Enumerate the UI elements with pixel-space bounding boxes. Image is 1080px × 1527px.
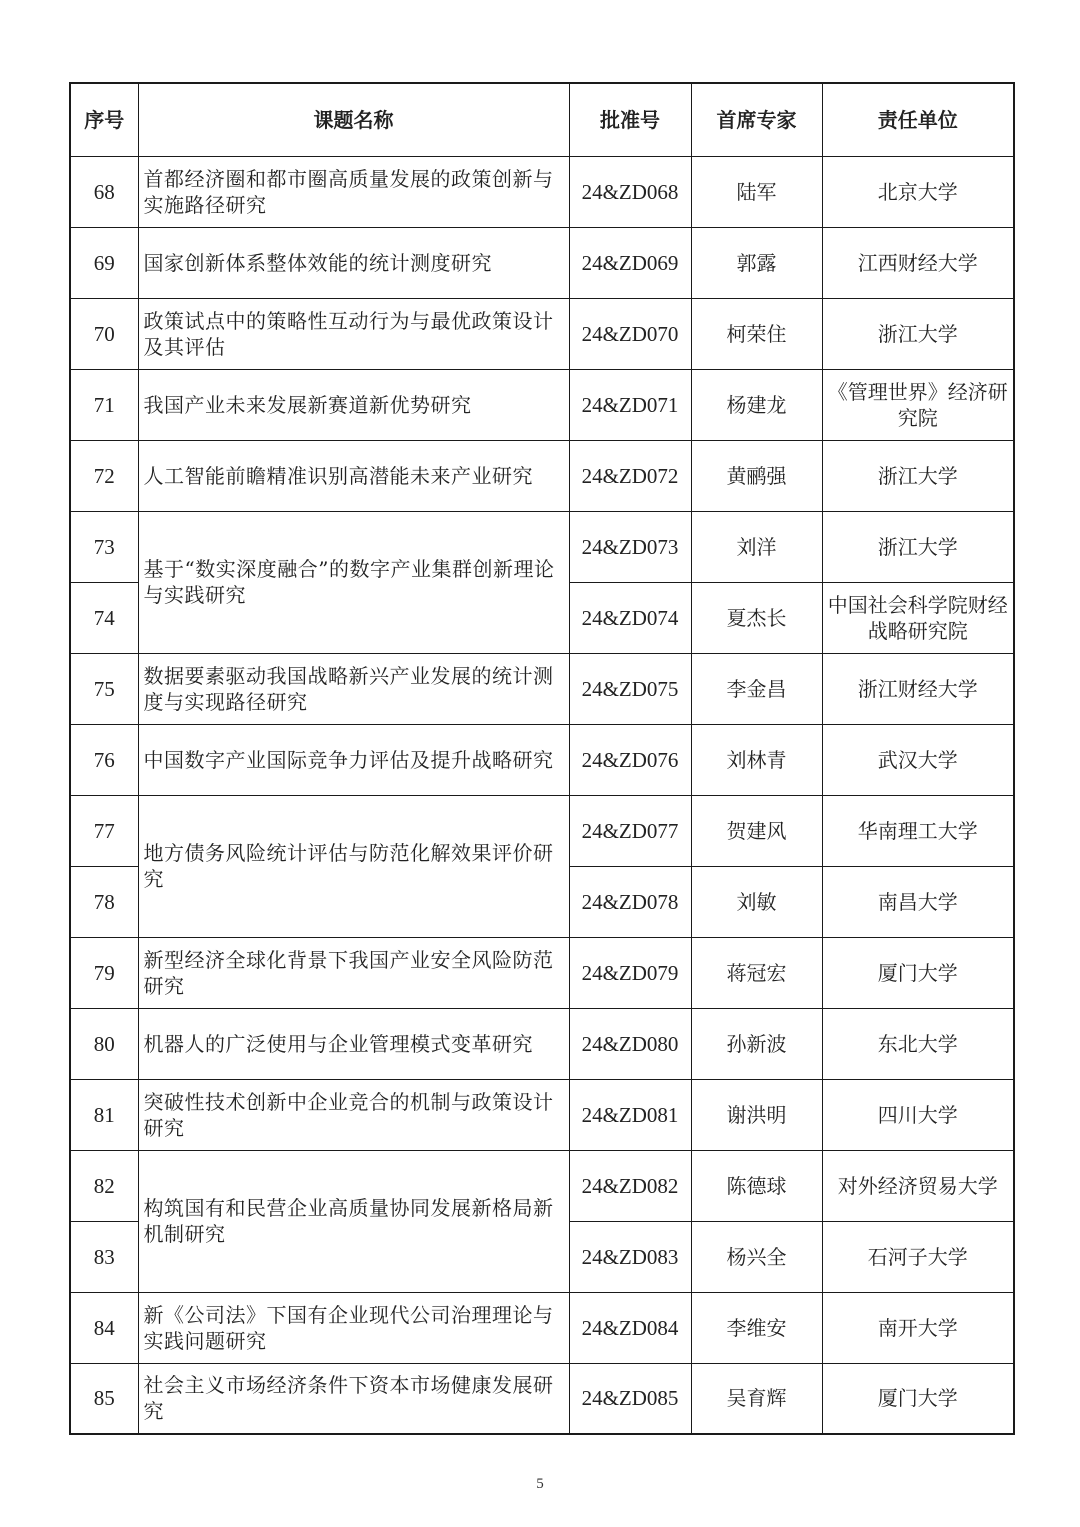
row-unit: 《管理世界》经济研究院 [822, 369, 1014, 440]
row-unit: 华南理工大学 [822, 795, 1014, 866]
row-code: 24&ZD077 [569, 795, 691, 866]
row-code: 24&ZD073 [569, 511, 691, 582]
row-code: 24&ZD079 [569, 937, 691, 1008]
row-title: 社会主义市场经济条件下资本市场健康发展研究 [138, 1363, 569, 1434]
row-expert: 夏杰长 [691, 582, 822, 653]
row-unit: 对外经济贸易大学 [822, 1150, 1014, 1221]
row-seq: 71 [70, 369, 138, 440]
row-unit: 浙江财经大学 [822, 653, 1014, 724]
projects-table [69, 82, 1015, 1435]
row-code: 24&ZD078 [569, 866, 691, 937]
row-seq: 74 [70, 582, 138, 653]
table-row [70, 653, 1014, 724]
row-code: 24&ZD075 [569, 653, 691, 724]
row-code: 24&ZD083 [569, 1221, 691, 1292]
row-seq: 79 [70, 937, 138, 1008]
row-code: 24&ZD084 [569, 1292, 691, 1363]
row-expert: 黄鹂强 [691, 440, 822, 511]
row-title: 地方债务风险统计评估与防范化解效果评价研究 [138, 795, 569, 937]
row-code: 24&ZD080 [569, 1008, 691, 1079]
row-expert: 李维安 [691, 1292, 822, 1363]
table-row [70, 1150, 1014, 1221]
header-expert: 首席专家 [691, 83, 822, 156]
row-unit: 东北大学 [822, 1008, 1014, 1079]
row-expert: 刘林青 [691, 724, 822, 795]
row-expert: 刘洋 [691, 511, 822, 582]
row-unit: 石河子大学 [822, 1221, 1014, 1292]
row-seq: 84 [70, 1292, 138, 1363]
row-code: 24&ZD085 [569, 1363, 691, 1434]
row-title: 政策试点中的策略性互动行为与最优政策设计及其评估 [138, 298, 569, 369]
row-seq: 69 [70, 227, 138, 298]
row-seq: 70 [70, 298, 138, 369]
row-title: 国家创新体系整体效能的统计测度研究 [138, 227, 569, 298]
row-seq: 77 [70, 795, 138, 866]
row-title: 新《公司法》下国有企业现代公司治理理论与实践问题研究 [138, 1292, 569, 1363]
row-unit: 北京大学 [822, 156, 1014, 227]
row-expert: 谢洪明 [691, 1079, 822, 1150]
header-unit: 责任单位 [822, 83, 1014, 156]
row-seq: 83 [70, 1221, 138, 1292]
table-row [70, 724, 1014, 795]
row-seq: 75 [70, 653, 138, 724]
header-title: 课题名称 [138, 83, 569, 156]
row-unit: 江西财经大学 [822, 227, 1014, 298]
row-title: 中国数字产业国际竞争力评估及提升战略研究 [138, 724, 569, 795]
row-title: 新型经济全球化背景下我国产业安全风险防范研究 [138, 937, 569, 1008]
row-expert: 孙新波 [691, 1008, 822, 1079]
table-row [70, 156, 1014, 227]
row-unit: 浙江大学 [822, 511, 1014, 582]
row-expert: 陈德球 [691, 1150, 822, 1221]
table-row [70, 1079, 1014, 1150]
row-unit: 南昌大学 [822, 866, 1014, 937]
table-row [70, 369, 1014, 440]
row-seq: 76 [70, 724, 138, 795]
row-code: 24&ZD069 [569, 227, 691, 298]
row-seq: 78 [70, 866, 138, 937]
row-seq: 85 [70, 1363, 138, 1434]
table-row [70, 227, 1014, 298]
row-expert: 刘敏 [691, 866, 822, 937]
row-expert: 柯荣住 [691, 298, 822, 369]
row-expert: 郭露 [691, 227, 822, 298]
table-header-row [70, 83, 1014, 156]
row-seq: 82 [70, 1150, 138, 1221]
row-code: 24&ZD076 [569, 724, 691, 795]
row-expert: 吴育辉 [691, 1363, 822, 1434]
row-expert: 杨建龙 [691, 369, 822, 440]
header-code: 批准号 [569, 83, 691, 156]
row-unit: 中国社会科学院财经战略研究院 [822, 582, 1014, 653]
row-title: 机器人的广泛使用与企业管理模式变革研究 [138, 1008, 569, 1079]
row-unit: 浙江大学 [822, 440, 1014, 511]
row-unit: 厦门大学 [822, 1363, 1014, 1434]
row-code: 24&ZD081 [569, 1079, 691, 1150]
table-row [70, 440, 1014, 511]
row-unit: 厦门大学 [822, 937, 1014, 1008]
row-code: 24&ZD072 [569, 440, 691, 511]
row-code: 24&ZD071 [569, 369, 691, 440]
row-title: 数据要素驱动我国战略新兴产业发展的统计测度与实现路径研究 [138, 653, 569, 724]
table-row [70, 511, 1014, 582]
row-seq: 80 [70, 1008, 138, 1079]
row-title: 基于“数实深度融合”的数字产业集群创新理论与实践研究 [138, 511, 569, 653]
row-title: 首都经济圈和都市圈高质量发展的政策创新与实施路径研究 [138, 156, 569, 227]
row-unit: 南开大学 [822, 1292, 1014, 1363]
row-expert: 蒋冠宏 [691, 937, 822, 1008]
table-row [70, 937, 1014, 1008]
row-code: 24&ZD074 [569, 582, 691, 653]
table-row [70, 1363, 1014, 1434]
row-seq: 73 [70, 511, 138, 582]
table-row [70, 1008, 1014, 1079]
row-expert: 贺建风 [691, 795, 822, 866]
row-title: 突破性技术创新中企业竞合的机制与政策设计研究 [138, 1079, 569, 1150]
row-code: 24&ZD068 [569, 156, 691, 227]
row-expert: 杨兴全 [691, 1221, 822, 1292]
row-expert: 陆军 [691, 156, 822, 227]
row-title: 构筑国有和民营企业高质量协同发展新格局新机制研究 [138, 1150, 569, 1292]
table-row [70, 795, 1014, 866]
row-seq: 68 [70, 156, 138, 227]
row-title: 我国产业未来发展新赛道新优势研究 [138, 369, 569, 440]
row-seq: 72 [70, 440, 138, 511]
row-unit: 四川大学 [822, 1079, 1014, 1150]
table-row [70, 298, 1014, 369]
row-seq: 81 [70, 1079, 138, 1150]
row-code: 24&ZD082 [569, 1150, 691, 1221]
row-title: 人工智能前瞻精准识别高潜能未来产业研究 [138, 440, 569, 511]
row-unit: 武汉大学 [822, 724, 1014, 795]
table-row [70, 1292, 1014, 1363]
row-unit: 浙江大学 [822, 298, 1014, 369]
header-seq: 序号 [70, 83, 138, 156]
row-expert: 李金昌 [691, 653, 822, 724]
row-code: 24&ZD070 [569, 298, 691, 369]
page-number: 5 [536, 1476, 544, 1492]
